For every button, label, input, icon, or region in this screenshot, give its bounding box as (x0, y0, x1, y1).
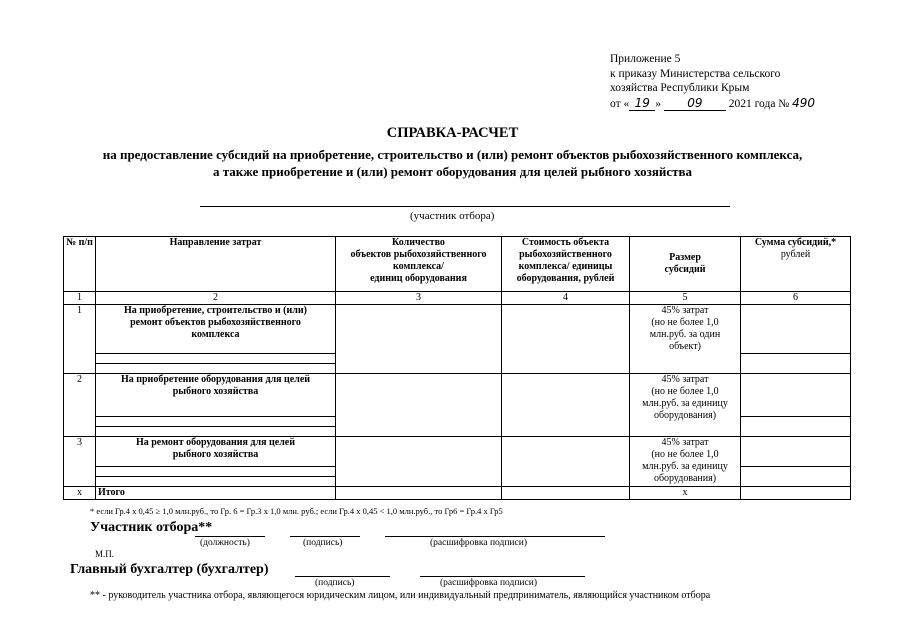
participant-caption: (участник отбора) (410, 210, 495, 222)
appendix-date-line (610, 96, 815, 112)
row-num: 2 (64, 374, 96, 437)
total-row (64, 487, 851, 500)
formula-footnote: * если Гр.4 х 0,45 ≥ 1,0 млн.руб., то Гр. 6 = Гр.3 х 1,0 млн. руб.; если Гр.4 х 0,45 < 1,0 млн.руб., то Гр6 = Гр.4 х Гр5 (90, 506, 503, 516)
appendix-line-1: Приложение 5 (610, 53, 681, 65)
table-row (64, 305, 851, 354)
header-cost-l2: рыбохозяйственного (519, 249, 612, 260)
header-size (630, 237, 741, 292)
col-number: 1 (64, 292, 96, 305)
row-direction (96, 374, 336, 417)
row-size-l3: млн.руб. за один (649, 329, 721, 340)
signature-line (290, 536, 360, 537)
row-size-l3: млн.руб. за единицу (642, 398, 728, 409)
header-cost (502, 237, 630, 292)
header-quantity-l2: объектов рыбохозяйственного (350, 249, 487, 260)
row-size-l2: (но не более 1,0 (651, 317, 719, 328)
row-size (630, 305, 741, 374)
row-num: 3 (64, 437, 96, 487)
header-direction: Направление затрат (96, 237, 336, 292)
row-quantity (336, 305, 502, 374)
date-prefix: от « (610, 97, 630, 110)
appendix-line-3: хозяйства Республики Крым (610, 82, 750, 94)
col-number: 3 (336, 292, 502, 305)
position-caption: (должность) (200, 538, 250, 548)
row-direction-l1: На приобретение оборудования для целей (120, 374, 311, 385)
accountant-signature-line (295, 576, 390, 577)
row-quantity (336, 374, 502, 437)
document-title: СПРАВКА-РАСЧЕТ (386, 125, 519, 141)
row-cost (502, 437, 630, 487)
row-size-l2: (но не более 1,0 (651, 449, 719, 460)
row-size-l4: оборудования) (653, 410, 717, 421)
row-cost (502, 305, 630, 374)
total-sum (741, 487, 851, 500)
date-month: 09 (664, 96, 726, 112)
header-cost-l3: комплекса/ единицы (518, 261, 613, 272)
row-sum (741, 305, 851, 354)
row-direction-l2: рыбного хозяйства (172, 449, 259, 460)
row-sum (741, 374, 851, 417)
position-line (195, 536, 265, 537)
calculation-table (63, 236, 851, 500)
stamp-place: М.П. (95, 549, 115, 559)
row-direction-l2: рыбного хозяйства (172, 386, 259, 397)
row-size-l4: объект) (669, 341, 701, 352)
header-quantity-l1: Количество (392, 237, 445, 248)
row-direction (96, 437, 336, 467)
total-label: Итого (96, 487, 336, 500)
header-size-l2: субсидий (664, 264, 706, 275)
order-number: 490 (792, 95, 816, 110)
total-num: х (64, 487, 96, 500)
total-size: х (630, 487, 741, 500)
date-quote-close: » (655, 97, 661, 110)
row-size (630, 374, 741, 437)
row-direction-l2: ремонт объектов рыбохозяйственного (130, 317, 301, 328)
row-cost (502, 374, 630, 437)
header-quantity (336, 237, 502, 292)
header-quantity-l3: комплекса/ (393, 261, 444, 272)
subtitle-line-2: а также приобретение и (или) ремонт оборудования для целей рыбного хозяйства (212, 164, 693, 179)
accountant-decoding-caption: (расшифровка подписи) (440, 578, 537, 588)
header-cost-l1: Стоимость объекта (521, 237, 610, 248)
header-sum-l2: рублей (780, 249, 811, 260)
row-size-l3: млн.руб. за единицу (642, 461, 728, 472)
table-row (64, 374, 851, 417)
table-header-row (64, 237, 851, 292)
accountant-signature-title: Главный бухгалтер (бухгалтер) (70, 562, 269, 577)
total-quantity (336, 487, 502, 500)
col-number: 4 (502, 292, 630, 305)
total-cost (502, 487, 630, 500)
subtitle-line-1: на предоставление субсидий на приобретение, строительство и (или) ремонт объектов рыбохозяйственного комплекса, (102, 147, 803, 162)
column-numbers-row (64, 292, 851, 305)
signature-caption: (подпись) (303, 538, 343, 548)
accountant-signature-caption: (подпись) (315, 578, 355, 588)
row-size-l1: 45% затрат (661, 374, 709, 385)
row-sum (741, 437, 851, 467)
header-quantity-l4: единиц оборудования (370, 273, 467, 284)
decoding-caption: (расшифровка подписи) (430, 538, 527, 548)
col-number: 5 (630, 292, 741, 305)
row-size (630, 437, 741, 487)
row-quantity (336, 437, 502, 487)
manager-footnote: ** - руководитель участника отбора, являющегося юридическим лицом, или индивидуальный предприниматель, являющийся участником отбора (90, 590, 711, 601)
row-size-l1: 45% затрат (661, 437, 709, 448)
header-cost-l4: оборудования, рублей (516, 273, 615, 284)
table-row (64, 437, 851, 467)
row-direction-l1: На ремонт оборудования для целей (135, 437, 296, 448)
document-subtitle (0, 146, 905, 180)
header-size-l1: Размер (669, 252, 701, 263)
appendix-block (610, 52, 815, 111)
appendix-line-2: к приказу Министерства сельского (610, 67, 781, 80)
col-number: 6 (741, 292, 851, 305)
row-direction (96, 305, 336, 354)
row-direction-l1: На приобретение, строительство и (или) (124, 305, 307, 316)
header-sum-l1: Сумма субсидий,* (754, 237, 837, 248)
header-sum (741, 237, 851, 292)
row-direction-l3: комплекса (191, 329, 240, 340)
col-number: 2 (96, 292, 336, 305)
row-size-l4: оборудования) (653, 473, 717, 484)
date-year: 2021 года № (728, 97, 790, 110)
row-size-l1: 45% затрат (661, 305, 709, 316)
row-num: 1 (64, 305, 96, 374)
participant-name-line (200, 206, 730, 207)
header-num: № п/п (64, 237, 96, 292)
row-size-l2: (но не более 1,0 (651, 386, 719, 397)
accountant-decoding-line (420, 576, 585, 577)
participant-signature-title: Участник отбора** (90, 520, 213, 535)
date-day: 19 (629, 96, 655, 112)
decoding-line (385, 536, 605, 537)
